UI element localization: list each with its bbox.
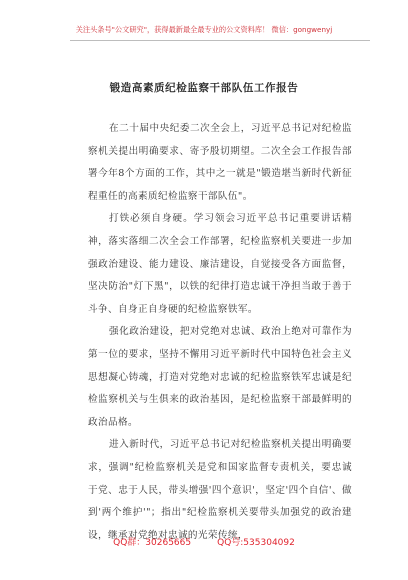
footer-contact <box>0 535 408 548</box>
body-paragraph-4: 进入新时代，习近平总书记对纪检监察机关提出明确要求，强调"纪检监察机关是党和国家监督专责机关，要忠诚于党、忠于人民，带头增强'四个意识'，坚定'四个自信'、做到'两个维护'"；指出"纪检监察机关要带头加强党的政治建设，继承对党绝对忠诚的光荣传统， <box>88 439 352 541</box>
body-paragraph-3: 强化政治建设，把对党绝对忠诚、政治上绝对可靠作为第一位的要求，坚持不懈用习近平新时代中国特色社会主义思想凝心铸魂，打造对党绝对忠诚的纪检监察铁军忠诚是纪检监察机关与生俱来的政治基因，是纪检监察干部最鲜明的政治品格。 <box>88 326 352 428</box>
footer-qq-number: QQ号:535304092 <box>217 538 295 548</box>
document-title: 锻造高素质纪检监察干部队伍工作报告 <box>109 82 299 94</box>
body-paragraph-2: 打铁必须自身硬。学习领会习近平总书记重要讲话精神，落实落细二次全会工作部署，纪检监察机关要进一步加强政治建设、能力建设、廉洁建设，自觉接受各方面监督，坚决防治"灯下黑"，以铁的纪律打造忠诚干净担当敢于善于斗争、自身正自身硬的纪检监察铁军。 <box>88 213 352 315</box>
header-divider <box>70 40 370 41</box>
document-body <box>88 118 352 547</box>
body-paragraph-1: 在二十届中央纪委二次全会上，习近平总书记对纪检监察机关提出明确要求、寄予殷切期望。二次全会工作报告部署今年8个方面的工作，其中之一就是"锻造堪当新时代新征程重任的高素质纪检监察干部队伍"。 <box>88 123 352 202</box>
header-note: 关注头条号"公文研究"，获得最新最全最专业的公文资料库！ 微信：gongwenyj <box>75 25 333 34</box>
footer-qq-group: QQ群：30265665 <box>113 538 192 548</box>
